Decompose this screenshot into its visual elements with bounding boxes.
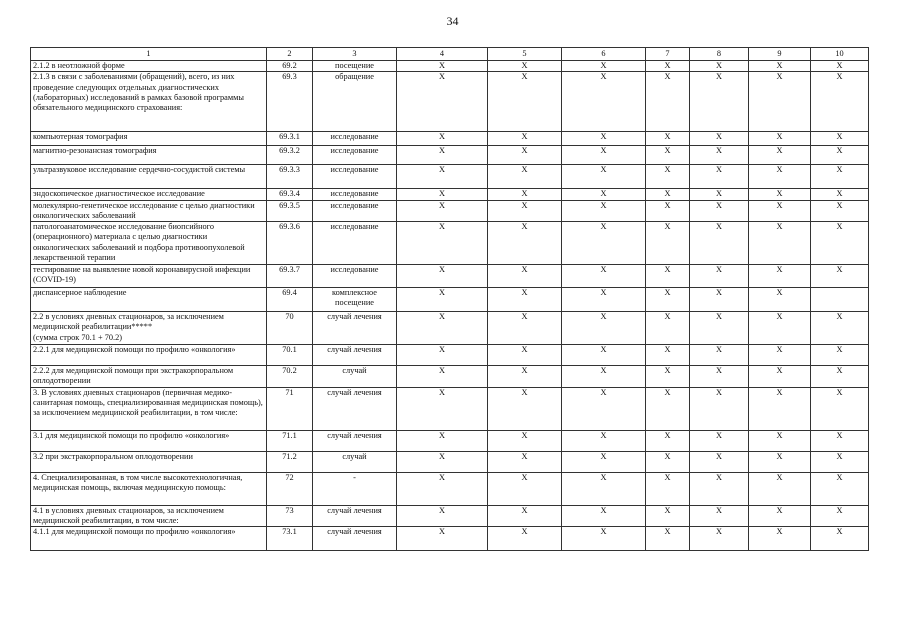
header-cell: 3 [313,48,397,61]
row-value-cell: X [397,200,488,222]
row-value-cell: X [646,505,690,527]
row-value-cell: X [690,265,749,288]
row-value-cell: X [562,366,646,388]
row-value-cell: X [488,472,562,505]
row-value-cell: X [811,451,869,472]
row-value-cell: X [397,222,488,265]
row-value-cell: X [397,472,488,505]
row-value-cell: X [811,472,869,505]
table-row [31,132,869,146]
row-value-cell: X [562,387,646,430]
row-value-cell: X [646,472,690,505]
row-value-cell: X [646,165,690,189]
row-value-cell: X [488,451,562,472]
row-value-cell: X [646,387,690,430]
row-value-cell: X [749,430,811,451]
row-value-cell: X [562,189,646,200]
row-value-cell: X [690,72,749,132]
row-value-cell: X [562,505,646,527]
table-row [31,288,869,312]
table-row [31,146,869,165]
row-value-cell: X [397,165,488,189]
header-cell: 4 [397,48,488,61]
row-name: 2.1.2 в неотложной форме [31,61,267,72]
row-value-cell: X [690,312,749,345]
row-value-cell: X [749,189,811,200]
row-code: 73 [267,505,313,527]
row-value-cell: X [690,189,749,200]
row-code: 70.2 [267,366,313,388]
row-value-cell: X [749,146,811,165]
row-name: 4.1.1 для медицинской помощи по профилю «онкология» [31,527,267,551]
row-value-cell: X [488,72,562,132]
row-value-cell: X [811,312,869,345]
table-row [31,387,869,430]
header-cell: 5 [488,48,562,61]
row-value-cell: X [690,288,749,312]
row-unit: случай лечения [313,387,397,430]
row-value-cell [811,288,869,312]
row-value-cell: X [488,505,562,527]
row-value-cell: X [811,505,869,527]
row-unit: исследование [313,132,397,146]
row-value-cell: X [749,527,811,551]
row-value-cell: X [562,527,646,551]
row-value-cell: X [397,430,488,451]
row-code: 71 [267,387,313,430]
row-value-cell: X [690,345,749,366]
row-value-cell: X [749,472,811,505]
row-unit: случай лечения [313,312,397,345]
table-row [31,165,869,189]
row-code: 69.3.6 [267,222,313,265]
table-row [31,72,869,132]
row-value-cell: X [646,366,690,388]
row-value-cell: X [488,146,562,165]
row-name: 2.2.1 для медицинской помощи по профилю «онкология» [31,345,267,366]
row-name: 2.2 в условиях дневных стационаров, за исключением медицинской реабилитации***** (сумма строк 70.1 + 70.2) [31,312,267,345]
row-code: 69.3.4 [267,189,313,200]
row-name: молекулярно-генетическое исследование с целью диагностики онкологических заболеваний [31,200,267,222]
row-value-cell: X [646,451,690,472]
row-value-cell: X [397,189,488,200]
row-value-cell: X [488,387,562,430]
row-code: 72 [267,472,313,505]
row-value-cell: X [811,366,869,388]
row-value-cell: X [646,430,690,451]
row-value-cell: X [488,312,562,345]
row-unit: - [313,472,397,505]
row-value-cell: X [690,200,749,222]
row-value-cell: X [562,430,646,451]
row-value-cell: X [749,312,811,345]
row-value-cell: X [488,132,562,146]
row-value-cell: X [811,132,869,146]
row-value-cell: X [488,189,562,200]
table-row [31,312,869,345]
row-unit: исследование [313,189,397,200]
row-value-cell: X [811,61,869,72]
row-value-cell: X [397,345,488,366]
row-name: 3.1 для медицинской помощи по профилю «онкология» [31,430,267,451]
row-value-cell: X [690,61,749,72]
row-value-cell: X [488,527,562,551]
row-unit: исследование [313,146,397,165]
row-value-cell: X [811,146,869,165]
row-code: 69.3.5 [267,200,313,222]
row-name: 4. Специализированная, в том числе высокотехнологичная, медицинская помощь, включая медицинскую помощь: [31,472,267,505]
table-row [31,61,869,72]
row-value-cell: X [749,200,811,222]
row-value-cell: X [397,288,488,312]
row-value-cell: X [562,288,646,312]
row-value-cell: X [562,265,646,288]
row-code: 69.2 [267,61,313,72]
row-unit: случай лечения [313,505,397,527]
row-value-cell: X [562,165,646,189]
row-value-cell: X [690,222,749,265]
row-value-cell: X [646,222,690,265]
table-row [31,265,869,288]
table-row [31,366,869,388]
row-value-cell: X [690,146,749,165]
header-cell: 7 [646,48,690,61]
row-unit: случай [313,451,397,472]
table-row [31,472,869,505]
row-value-cell: X [397,366,488,388]
row-value-cell: X [646,146,690,165]
row-value-cell: X [488,430,562,451]
row-unit: посещение [313,61,397,72]
row-value-cell: X [397,61,488,72]
row-value-cell: X [562,132,646,146]
row-value-cell: X [397,505,488,527]
row-unit: исследование [313,265,397,288]
row-value-cell: X [562,200,646,222]
row-value-cell: X [811,165,869,189]
row-value-cell: X [646,189,690,200]
row-name: 2.1.3 в связи с заболеваниями (обращений), всего, из них проведение следующих отдельных диагностических (лабораторных) исследований в рамках базовой программы обязательного медицинского страхования: [31,72,267,132]
row-value-cell: X [749,451,811,472]
row-name: ультразвуковое исследование сердечно-сосудистой системы [31,165,267,189]
row-name: 2.2.2 для медицинской помощи при экстракорпоральном оплодотворении [31,366,267,388]
row-value-cell: X [562,312,646,345]
row-name: эндоскопическое диагностическое исследование [31,189,267,200]
row-value-cell: X [811,345,869,366]
row-value-cell: X [811,527,869,551]
row-value-cell: X [397,265,488,288]
row-value-cell: X [749,387,811,430]
row-code: 73.1 [267,527,313,551]
row-value-cell: X [488,61,562,72]
row-value-cell: X [749,165,811,189]
row-unit: случай лечения [313,527,397,551]
row-code: 69.3.3 [267,165,313,189]
row-value-cell: X [562,222,646,265]
table-row [31,345,869,366]
row-value-cell: X [690,165,749,189]
row-value-cell: X [811,387,869,430]
row-value-cell: X [749,288,811,312]
row-value-cell: X [811,72,869,132]
row-unit: случай [313,366,397,388]
page-number: 34 [446,14,459,28]
row-value-cell: X [690,430,749,451]
row-code: 70.1 [267,345,313,366]
row-value-cell: X [488,165,562,189]
table-row [31,222,869,265]
table-row [31,189,869,200]
row-value-cell: X [562,146,646,165]
row-unit: случай лечения [313,345,397,366]
row-value-cell: X [690,387,749,430]
row-code: 69.3.7 [267,265,313,288]
row-name: 3.2 при экстракорпоральном оплодотворении [31,451,267,472]
row-value-cell: X [811,200,869,222]
row-value-cell: X [646,61,690,72]
row-value-cell: X [749,345,811,366]
row-value-cell: X [562,451,646,472]
row-value-cell: X [646,265,690,288]
row-value-cell: X [488,288,562,312]
table-row [31,527,869,551]
data-table [30,47,869,551]
table-row [31,505,869,527]
header-cell: 2 [267,48,313,61]
row-value-cell: X [690,505,749,527]
row-code: 71.2 [267,451,313,472]
row-value-cell: X [749,265,811,288]
row-code: 69.3.1 [267,132,313,146]
row-code: 71.1 [267,430,313,451]
row-value-cell: X [397,451,488,472]
row-unit: исследование [313,222,397,265]
row-value-cell: X [488,265,562,288]
row-name: 4.1 в условиях дневных стационаров, за исключением медицинской реабилитации, в том числе: [31,505,267,527]
row-value-cell: X [562,72,646,132]
row-unit: комплексное посещение [313,288,397,312]
row-unit: обращение [313,72,397,132]
header-cell: 9 [749,48,811,61]
row-value-cell: X [646,345,690,366]
row-value-cell: X [488,200,562,222]
header-cell: 6 [562,48,646,61]
row-value-cell: X [749,222,811,265]
row-value-cell: X [397,387,488,430]
row-value-cell: X [690,451,749,472]
row-value-cell: X [562,61,646,72]
row-name: патологоанатомическое исследование биопсийного (операционного) материала с целью диагностики онкологических заболеваний и подбора противоопухолевой лекарственной терапии [31,222,267,265]
row-value-cell: X [811,265,869,288]
row-unit: исследование [313,165,397,189]
row-value-cell: X [690,472,749,505]
row-name: магнитно-резонансная томография [31,146,267,165]
row-value-cell: X [646,527,690,551]
row-value-cell: X [811,222,869,265]
row-value-cell: X [397,72,488,132]
row-name: 3. В условиях дневных стационаров (первичная медико-санитарная помощь, специализированная медицинская помощь), за исключением медицинской реабилитации, в том числе: [31,387,267,430]
row-unit: случай лечения [313,430,397,451]
row-value-cell: X [488,345,562,366]
header-row [31,48,869,61]
row-value-cell: X [646,312,690,345]
header-cell: 10 [811,48,869,61]
row-value-cell: X [397,132,488,146]
row-value-cell: X [811,430,869,451]
row-value-cell: X [749,505,811,527]
row-value-cell: X [749,366,811,388]
header-cell: 1 [31,48,267,61]
row-name: диспансерное наблюдение [31,288,267,312]
row-value-cell: X [646,200,690,222]
row-code: 70 [267,312,313,345]
row-value-cell: X [488,222,562,265]
row-value-cell: X [690,366,749,388]
row-unit: исследование [313,200,397,222]
row-value-cell: X [397,312,488,345]
row-value-cell: X [488,366,562,388]
row-value-cell: X [646,72,690,132]
row-value-cell: X [562,472,646,505]
row-value-cell: X [397,146,488,165]
row-code: 69.3.2 [267,146,313,165]
row-value-cell: X [811,189,869,200]
table-row [31,430,869,451]
row-name: компьютерная томография [31,132,267,146]
row-value-cell: X [646,288,690,312]
row-value-cell: X [397,527,488,551]
row-value-cell: X [749,72,811,132]
header-cell: 8 [690,48,749,61]
table-row [31,200,869,222]
row-value-cell: X [646,132,690,146]
row-value-cell: X [749,132,811,146]
table-row [31,451,869,472]
row-value-cell: X [690,527,749,551]
row-code: 69.4 [267,288,313,312]
row-name: тестирование на выявление новой коронавирусной инфекции (COVID-19) [31,265,267,288]
row-value-cell: X [562,345,646,366]
row-value-cell: X [690,132,749,146]
row-value-cell: X [749,61,811,72]
row-code: 69.3 [267,72,313,132]
